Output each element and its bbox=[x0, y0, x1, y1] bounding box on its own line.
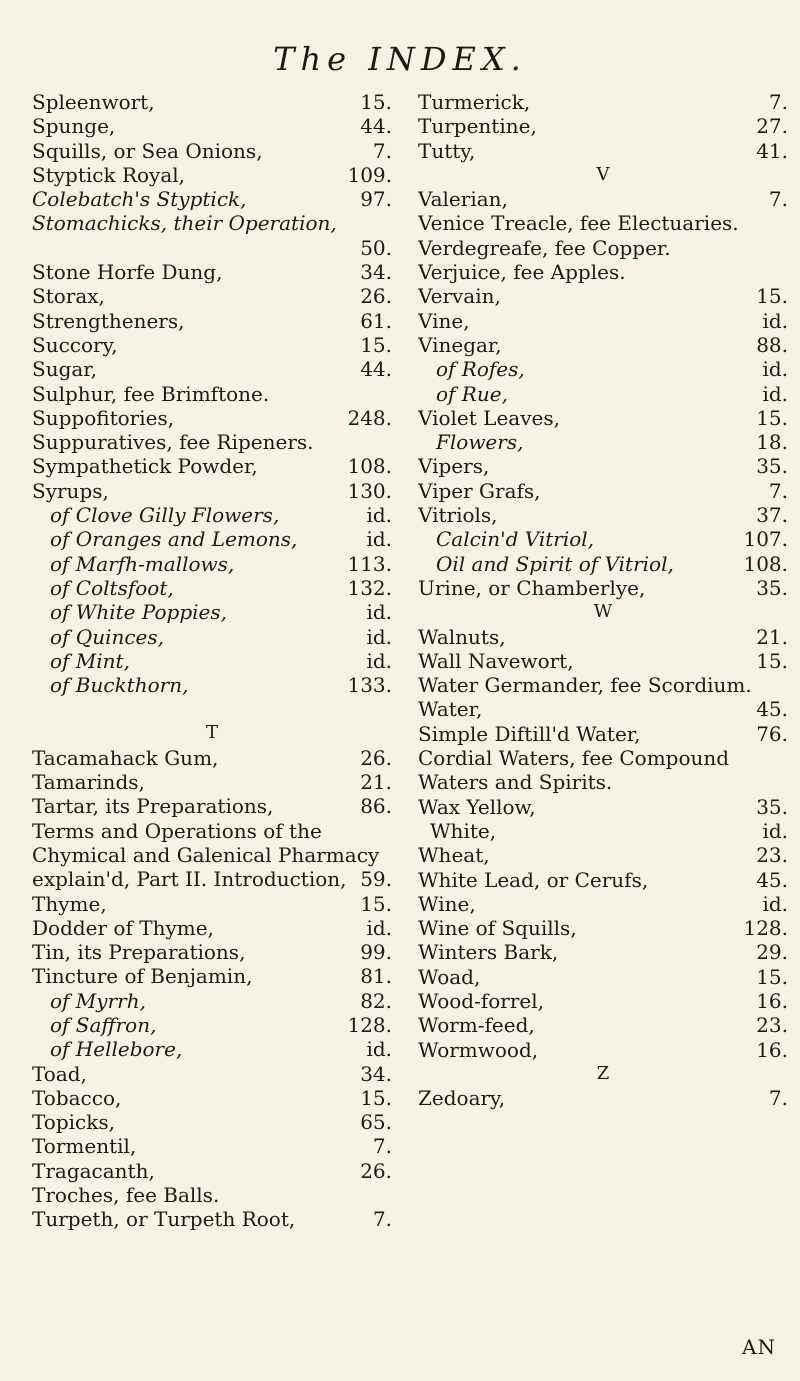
index-entry bbox=[418, 1086, 788, 1110]
entry-page: 29. bbox=[756, 940, 788, 965]
entry-label: Woad, bbox=[418, 964, 481, 989]
entry-page: 59. bbox=[360, 867, 392, 892]
entry-page: 35. bbox=[756, 454, 788, 479]
section-letter-z: Z bbox=[596, 1062, 610, 1084]
entry-label: Venice Treacle, fee Electuaries. bbox=[418, 211, 739, 236]
index-entry bbox=[418, 576, 788, 600]
index-entry bbox=[32, 649, 392, 673]
entry-page: 7. bbox=[372, 1207, 392, 1232]
index-entry bbox=[32, 770, 392, 794]
index-entry bbox=[32, 1159, 392, 1183]
index-entry bbox=[32, 333, 392, 357]
entry-label: Zedoary, bbox=[418, 1086, 506, 1111]
index-entry bbox=[32, 673, 392, 697]
index-entry bbox=[32, 1183, 392, 1207]
entry-page: 26. bbox=[360, 284, 392, 309]
left-block-s bbox=[32, 90, 392, 697]
entry-label: of White Poppies, bbox=[50, 600, 228, 625]
entry-page: id. bbox=[762, 891, 788, 916]
entry-label: Turmerick, bbox=[418, 90, 531, 114]
entry-label: Wall Navewort, bbox=[418, 648, 574, 673]
entry-page: 133. bbox=[347, 673, 392, 698]
entry-page: id. bbox=[762, 818, 788, 843]
entry-page: id. bbox=[366, 648, 392, 673]
index-entry bbox=[418, 625, 788, 649]
index-entry bbox=[418, 284, 788, 308]
entry-label: Topicks, bbox=[32, 1110, 115, 1135]
section-letter-v: V bbox=[596, 163, 610, 185]
index-entry bbox=[32, 794, 392, 818]
index-entry bbox=[32, 139, 392, 163]
entry-page: 15. bbox=[360, 90, 392, 114]
entry-label: Spunge, bbox=[32, 114, 116, 139]
index-entry bbox=[418, 965, 788, 989]
entry-page: 97. bbox=[360, 187, 392, 212]
entry-page: 23. bbox=[756, 843, 788, 868]
entry-label: Strengtheners, bbox=[32, 308, 185, 333]
page-header: The INDEX. bbox=[273, 40, 527, 78]
index-entry bbox=[32, 90, 392, 114]
entry-page: 45. bbox=[756, 867, 788, 892]
entry-page: id. bbox=[762, 357, 788, 382]
entry-label: Wine of Squills, bbox=[418, 916, 577, 941]
index-entry bbox=[32, 163, 392, 187]
entry-page: 15. bbox=[756, 284, 788, 309]
section-letter-t: T bbox=[205, 722, 218, 744]
entry-label: of Clove Gilly Flowers, bbox=[50, 503, 280, 528]
entry-page: id. bbox=[366, 915, 392, 940]
entry-label: of Rue, bbox=[436, 381, 508, 406]
right-block-w bbox=[418, 625, 788, 1062]
entry-label: Water Germander, fee Scordium. bbox=[418, 673, 752, 698]
index-entry bbox=[32, 1110, 392, 1134]
entry-page: 37. bbox=[756, 503, 788, 528]
index-entry bbox=[32, 236, 392, 260]
entry-page: id. bbox=[366, 527, 392, 552]
index-entry bbox=[418, 333, 788, 357]
entry-page: 16. bbox=[756, 988, 788, 1013]
index-entry bbox=[32, 430, 392, 454]
entry-label: Tobacco, bbox=[32, 1085, 122, 1110]
index-entry bbox=[32, 527, 392, 551]
entry-page: 34. bbox=[360, 1061, 392, 1086]
entry-page: 26. bbox=[360, 745, 392, 770]
entry-page: 108. bbox=[347, 454, 392, 479]
entry-label: Sulphur, fee Brimftone. bbox=[32, 381, 270, 406]
entry-label: of Saffron, bbox=[50, 1012, 157, 1037]
entry-page: 27. bbox=[756, 114, 788, 139]
index-entry bbox=[418, 819, 788, 843]
entry-label: Wine, bbox=[418, 891, 476, 916]
entry-label: Tacamahack Gum, bbox=[32, 745, 219, 770]
entry-label: of Marfh-mallows, bbox=[50, 551, 235, 576]
index-entry bbox=[418, 236, 788, 260]
index-entry bbox=[418, 454, 788, 478]
entry-label: Sugar, bbox=[32, 357, 98, 382]
entry-label: Tutty, bbox=[418, 138, 476, 163]
entry-label: Water, bbox=[418, 697, 483, 722]
index-entry bbox=[418, 309, 788, 333]
entry-page: 15. bbox=[360, 1085, 392, 1110]
entry-label: Verjuice, fee Apples. bbox=[418, 260, 626, 285]
entry-label: Succory, bbox=[32, 332, 118, 357]
entry-page: 21. bbox=[360, 770, 392, 795]
entry-label: Styptick Royal, bbox=[32, 162, 186, 187]
right-block-v bbox=[418, 187, 788, 600]
entry-page: 21. bbox=[756, 624, 788, 649]
entry-page: 7. bbox=[768, 478, 788, 503]
entry-page: 76. bbox=[756, 721, 788, 746]
entry-label: Walnuts, bbox=[418, 624, 506, 649]
entry-page: 99. bbox=[360, 940, 392, 965]
entry-label: White Lead, or Cerufs, bbox=[418, 867, 649, 892]
entry-label: of Buckthorn, bbox=[50, 673, 189, 698]
entry-label: Sympathetick Powder, bbox=[32, 454, 258, 479]
entry-page: 15. bbox=[360, 891, 392, 916]
entry-label: Vitriols, bbox=[418, 503, 498, 528]
entry-page: 61. bbox=[360, 308, 392, 333]
left-block-t1 bbox=[32, 746, 392, 819]
catchword: AN bbox=[742, 1335, 776, 1359]
entry-page: 113. bbox=[347, 551, 392, 576]
entry-label: Vinegar, bbox=[418, 332, 502, 357]
entry-page: 86. bbox=[360, 794, 392, 819]
entry-label: Viper Grafs, bbox=[418, 478, 541, 503]
entry-label: Toad, bbox=[32, 1061, 87, 1086]
entry-label: of Coltsfoot, bbox=[50, 575, 174, 600]
entry-label: Suppuratives, fee Ripeners. bbox=[32, 430, 314, 455]
index-entry bbox=[32, 1207, 392, 1231]
index-entry bbox=[418, 649, 788, 673]
index-entry bbox=[418, 527, 788, 551]
index-entry bbox=[32, 576, 392, 600]
entry-page: 34. bbox=[360, 260, 392, 285]
index-entry bbox=[418, 916, 788, 940]
index-entry bbox=[418, 989, 788, 1013]
entry-label: Violet Leaves, bbox=[418, 405, 560, 430]
index-entry bbox=[32, 600, 392, 624]
left-block-t2 bbox=[32, 892, 392, 1232]
entry-label: Tamarinds, bbox=[32, 770, 145, 795]
entry-page: 108. bbox=[743, 551, 788, 576]
index-entry bbox=[418, 139, 788, 163]
entry-label: Storax, bbox=[32, 284, 105, 309]
entry-label: Tincture of Benjamin, bbox=[32, 964, 253, 989]
index-entry bbox=[418, 382, 788, 406]
entry-label: Wheat, bbox=[418, 843, 490, 868]
entry-page: 7. bbox=[372, 138, 392, 163]
entry-page: 65. bbox=[360, 1110, 392, 1135]
entry-page: id. bbox=[366, 503, 392, 528]
index-entry bbox=[418, 746, 788, 770]
entry-page: 82. bbox=[360, 988, 392, 1013]
entry-label: Stomachicks, their Operation, bbox=[32, 211, 337, 236]
entry-page: 107. bbox=[743, 527, 788, 552]
entry-page: id. bbox=[366, 1037, 392, 1062]
entry-label: Oil and Spirit of Vitriol, bbox=[436, 551, 674, 576]
entry-label: Troches, fee Balls. bbox=[32, 1183, 220, 1208]
entry-page: 81. bbox=[360, 964, 392, 989]
entry-page: 15. bbox=[756, 964, 788, 989]
section-letter-w: W bbox=[593, 601, 613, 623]
index-entry bbox=[32, 260, 392, 284]
entry-page: 248. bbox=[347, 405, 392, 430]
entry-label: of Hellebore, bbox=[50, 1037, 183, 1062]
entry-label: Syrups, bbox=[32, 478, 109, 503]
index-entry bbox=[32, 916, 392, 940]
entry-label: Winters Bark, bbox=[418, 940, 559, 965]
entry-label: Simple Diftill'd Water, bbox=[418, 721, 641, 746]
index-entry bbox=[32, 114, 392, 138]
entry-label: Waters and Spirits. bbox=[418, 770, 613, 795]
index-entry bbox=[418, 940, 788, 964]
entry-page: 7. bbox=[768, 1086, 788, 1111]
entry-label: Wood-forrel, bbox=[418, 988, 544, 1013]
index-entry bbox=[32, 1037, 392, 1061]
index-entry bbox=[418, 868, 788, 892]
index-entry bbox=[418, 673, 788, 697]
index-entry bbox=[418, 503, 788, 527]
entry-page: 7. bbox=[768, 90, 788, 114]
index-entry bbox=[418, 722, 788, 746]
index-entry bbox=[32, 187, 392, 211]
index-entry bbox=[32, 284, 392, 308]
index-entry bbox=[32, 552, 392, 576]
entry-page: id. bbox=[762, 381, 788, 406]
index-entry bbox=[32, 964, 392, 988]
entry-label: of Rofes, bbox=[436, 357, 525, 382]
index-entry bbox=[418, 552, 788, 576]
entry-label: Wormwood, bbox=[418, 1037, 539, 1062]
entry-label: Flowers, bbox=[436, 430, 524, 455]
entry-label: Terms and Operations of the Chymical and Galenical Pharmacy explain'd, Part II. Introduction, bbox=[32, 818, 380, 892]
right-block-z bbox=[418, 1086, 788, 1110]
index-entry bbox=[32, 989, 392, 1013]
entry-page: 15. bbox=[756, 405, 788, 430]
entry-label: Vine, bbox=[418, 308, 470, 333]
index-entry bbox=[418, 114, 788, 138]
index-entry bbox=[418, 357, 788, 381]
index-entry bbox=[32, 1086, 392, 1110]
index-entry bbox=[418, 1013, 788, 1037]
index-entry bbox=[32, 940, 392, 964]
entry-label: Calcin'd Vitriol, bbox=[436, 527, 595, 552]
index-entry bbox=[418, 697, 788, 721]
entry-page: 16. bbox=[756, 1037, 788, 1062]
entry-page: 18. bbox=[756, 430, 788, 455]
entry-page: 109. bbox=[347, 162, 392, 187]
entry-label: Tragacanth, bbox=[32, 1158, 155, 1183]
entry-label: Stone Horfe Dung, bbox=[32, 260, 223, 285]
entry-page: 128. bbox=[743, 916, 788, 941]
index-entry bbox=[32, 503, 392, 527]
left-column bbox=[32, 90, 392, 1232]
index-entry bbox=[418, 430, 788, 454]
index-entry bbox=[418, 770, 788, 794]
entry-label: Cordial Waters, fee Compound bbox=[418, 746, 730, 771]
entry-label: Vipers, bbox=[418, 454, 490, 479]
entry-label: Vervain, bbox=[418, 284, 501, 309]
index-entry bbox=[418, 260, 788, 284]
index-entry bbox=[32, 1134, 392, 1158]
entry-label: Turpeth, or Turpeth Root, bbox=[32, 1207, 296, 1232]
index-entry bbox=[418, 211, 788, 235]
index-entry bbox=[418, 406, 788, 430]
entry-label: Thyme, bbox=[32, 891, 107, 916]
entry-page: 44. bbox=[360, 357, 392, 382]
entry-label: Squills, or Sea Onions, bbox=[32, 138, 263, 163]
entry-page: 23. bbox=[756, 1013, 788, 1038]
index-entry bbox=[32, 357, 392, 381]
index-entry bbox=[418, 892, 788, 916]
index-entry bbox=[418, 843, 788, 867]
entry-label: Valerian, bbox=[418, 187, 508, 212]
index-entry bbox=[418, 90, 788, 114]
entry-label: Dodder of Thyme, bbox=[32, 915, 214, 940]
entry-page: 50. bbox=[360, 235, 392, 260]
entry-label: Suppofitories, bbox=[32, 405, 175, 430]
entry-page: 44. bbox=[360, 114, 392, 139]
entry-page: 15. bbox=[756, 648, 788, 673]
entry-label: Tin, its Preparations, bbox=[32, 940, 246, 965]
entry-page: id. bbox=[366, 624, 392, 649]
entry-page: 26. bbox=[360, 1158, 392, 1183]
index-entry bbox=[418, 1038, 788, 1062]
entry-page: 15. bbox=[360, 332, 392, 357]
index-entry bbox=[32, 479, 392, 503]
index-entry bbox=[32, 309, 392, 333]
entry-label: Colebatch's Styptick, bbox=[32, 187, 247, 212]
index-entry bbox=[32, 1062, 392, 1086]
entry-page: id. bbox=[366, 600, 392, 625]
entry-label: Urine, or Chamberlye, bbox=[418, 575, 646, 600]
index-entry bbox=[32, 746, 392, 770]
entry-label: of Myrrh, bbox=[50, 988, 146, 1013]
entry-label: of Mint, bbox=[50, 648, 130, 673]
entry-label: Turpentine, bbox=[418, 114, 537, 139]
entry-page: 35. bbox=[756, 794, 788, 819]
entry-page: 128. bbox=[347, 1012, 392, 1037]
index-entry-terms bbox=[32, 819, 392, 892]
index-entry bbox=[418, 795, 788, 819]
entry-label: Tormentil, bbox=[32, 1134, 137, 1159]
entry-page: 35. bbox=[756, 575, 788, 600]
entry-page: 7. bbox=[372, 1134, 392, 1159]
entry-page: id. bbox=[762, 308, 788, 333]
index-entry bbox=[32, 382, 392, 406]
entry-page: 41. bbox=[756, 138, 788, 163]
right-column bbox=[418, 90, 788, 1110]
entry-label: Spleenwort, bbox=[32, 90, 155, 114]
entry-label: White, bbox=[430, 818, 497, 843]
right-block-t bbox=[418, 90, 788, 163]
entry-page: 7. bbox=[768, 187, 788, 212]
index-entry bbox=[32, 211, 392, 235]
index-entry bbox=[32, 1013, 392, 1037]
entry-page: 132. bbox=[347, 575, 392, 600]
entry-page: 130. bbox=[347, 478, 392, 503]
entry-page: 45. bbox=[756, 697, 788, 722]
entry-label: Tartar, its Preparations, bbox=[32, 794, 274, 819]
index-entry bbox=[32, 892, 392, 916]
entry-label: Worm-feed, bbox=[418, 1013, 535, 1038]
index-entry bbox=[32, 454, 392, 478]
index-entry bbox=[418, 479, 788, 503]
entry-label: of Quinces, bbox=[50, 624, 165, 649]
index-entry bbox=[32, 625, 392, 649]
entry-label: of Oranges and Lemons, bbox=[50, 527, 298, 552]
index-entry bbox=[418, 187, 788, 211]
entry-label: Wax Yellow, bbox=[418, 794, 536, 819]
index-entry bbox=[32, 406, 392, 430]
entry-page: 88. bbox=[756, 332, 788, 357]
entry-label: Verdegreafe, fee Copper. bbox=[418, 235, 671, 260]
